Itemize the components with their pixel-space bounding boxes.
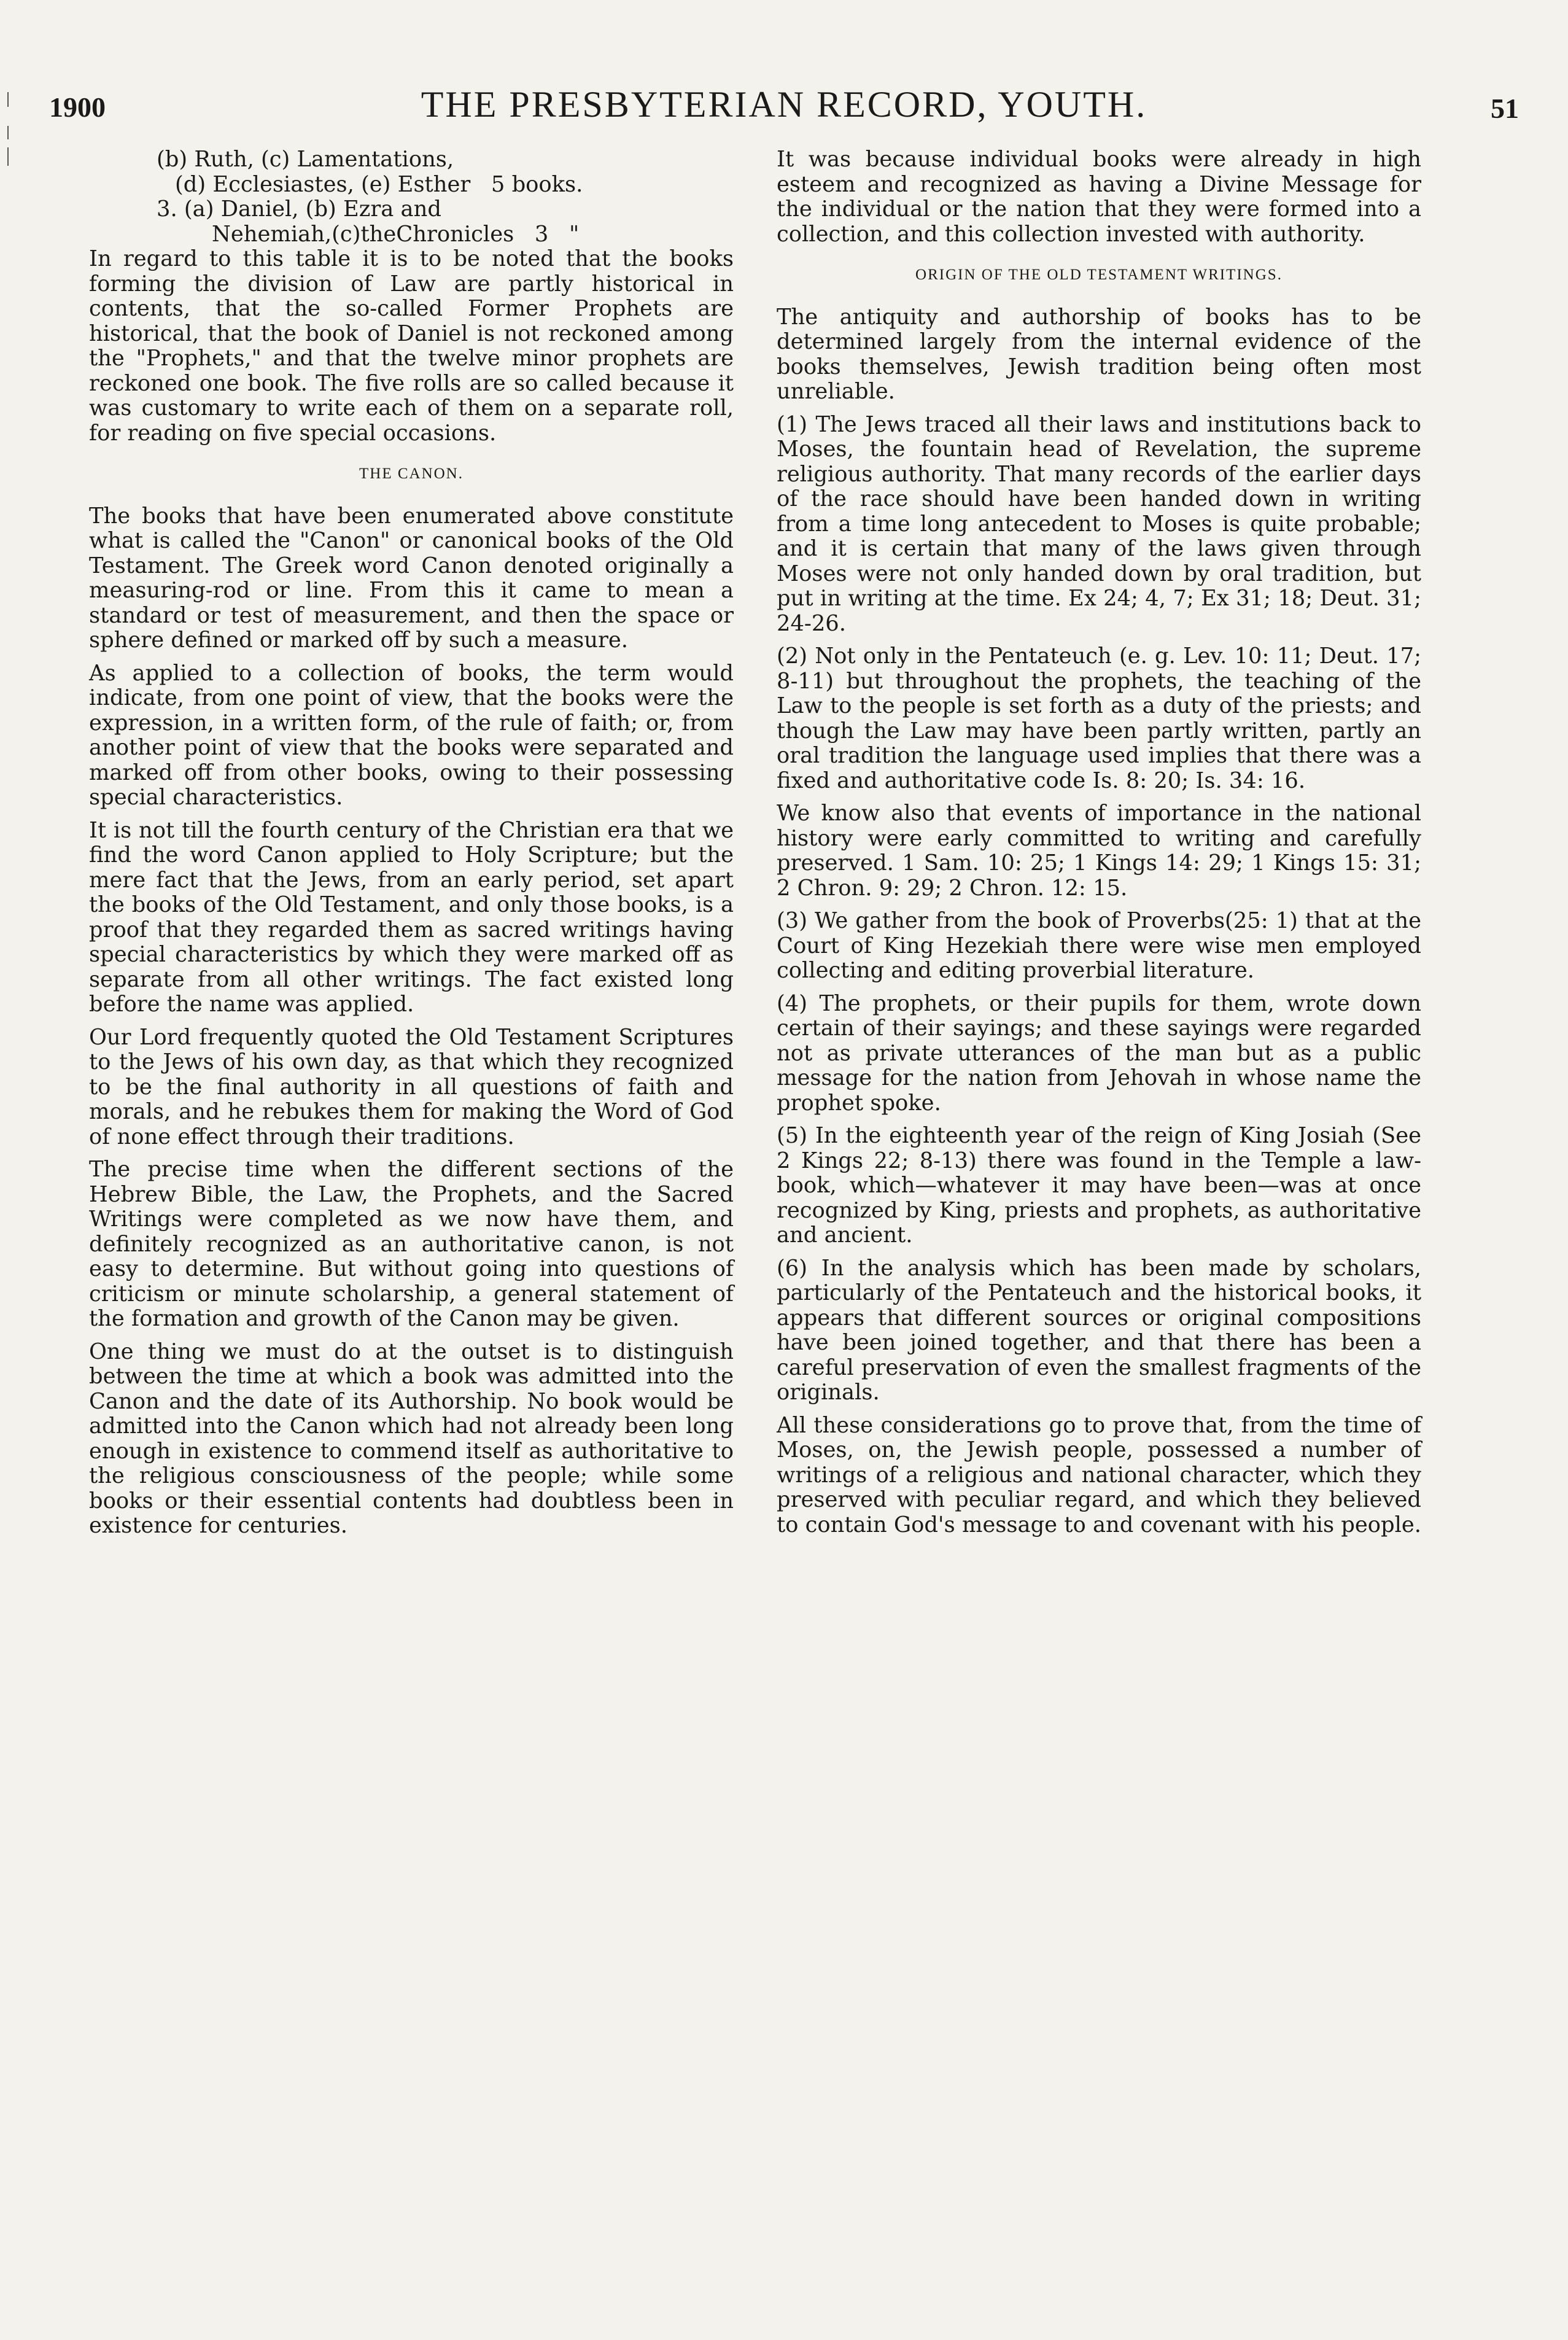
section-heading: THE CANON. xyxy=(359,465,464,482)
paragraph: One thing we must do at the outset is to distinguish between the time at which a book was admitted into the Canon and the date of its Authorship. No book would be admitted into the Canon which had not already been long enough in existence to commend itself as authoritative to the religious consciousness of the people; while some books or their essential contents had doubtless been in existence for centuries. xyxy=(89,1339,734,1538)
paragraph: The books that have been enumerated above constitute what is called the "Canon" or canonical books of the Old Testament. The Greek word Canon denoted originally a measuring-rod or line. From this it came to mean a standard or test of measurement, and then the space or sphere defined or marked off by such a measure. xyxy=(89,503,734,653)
paragraph: The precise time when the different sections of the Hebrew Bible, the Law, the Prophets, and the Sacred Writings were completed as we now have them, and definitely recognized as an authoritative canon, is not easy to determine. But without going into questions of criticism or minute scholarship, a general statement of the formation and growth of the Canon may be given. xyxy=(89,1157,734,1331)
paragraph: In regard to this table it is to be noted that the books forming the division of Law are partly historical in contents, that the so-called Former Prophets are historical, that the book of Daniel is not reckoned among the "Prophets," and that the twelve minor prophets are reckoned one book. The five rolls are so called because it was customary to write each of them on a separate roll, for reading on five special occasions. xyxy=(89,246,734,446)
paragraph: (3) We gather from the book of Proverbs(25: 1) that at the Court of King Hezekiah there were wise men employed collecting and editing proverbial literature. xyxy=(777,908,1421,983)
margin-tick xyxy=(7,126,9,139)
table-line: 3. (a) Daniel, (b) Ezra and xyxy=(157,196,441,222)
books-table xyxy=(89,147,734,247)
header-year: 1900 xyxy=(49,91,106,123)
running-header xyxy=(49,80,1519,135)
paragraph: Our Lord frequently quoted the Old Testament Scriptures to the Jews of his own day, as that which they recognized to be the final authority in all questions of faith and morals, and he rebukes them for making the Word of God of none effect through their traditions. xyxy=(89,1024,734,1149)
paragraph: (2) Not only in the Pentateuch (e. g. Lev. 10: 11; Deut. 17; 8-11) but throughout the prophets, the teaching of the Law to the people is set forth as a duty of the priests; and though the Law may have been partly written, partly an oral tradition the language used implies that there was a fixed and authoritative code Is. 8: 20; Is. 34: 16. xyxy=(777,643,1421,793)
paragraph: (6) In the analysis which has been made by scholars, particularly of the Pentateuch and the historical books, it appears that different sources or original compositions have been joined together, and that there has been a careful preservation of even the smallest fragments of the originals. xyxy=(777,1255,1421,1405)
paragraph: As applied to a collection of books, the term would indicate, from one point of view, that the books were the expression, in a written form, of the rule of faith; or, from another point of view that the books were separated and marked off from other books, owing to their possessing special characteristics. xyxy=(89,660,734,810)
paragraph: It is not till the fourth century of the Christian era that we find the word Canon applied to Holy Scripture; but the mere fact that the Jews, from an early period, set apart the books of the Old Testament, and only those books, is a proof that they regarded them as sacred writings having special characteristics by which they were marked off as separate from all other writings. The fact existed long before the name was applied. xyxy=(89,817,734,1017)
paragraph: We know also that events of importance in the national history were early committed to writing and carefully preserved. 1 Sam. 10: 25; 1 Kings 14: 29; 1 Kings 15: 31; 2 Chron. 9: 29; 2 Chron. 12: 15. xyxy=(777,801,1421,901)
right-column xyxy=(777,147,1421,2284)
margin-tick xyxy=(7,147,9,166)
paragraph: All these considerations go to prove that, from the time of Moses, on, the Jewish people, possessed a number of writings of a religious and national character, which they preserved with peculiar regard, and which they believed to contain God's message to and covenant with his people. xyxy=(777,1412,1422,1537)
header-title: THE PRESBYTERIAN RECORD, YOUTH. xyxy=(421,84,1147,125)
paragraph: (1) The Jews traced all their laws and institutions back to Moses, the fountain head of Revelation, the supreme religious authority. That many records of the earlier days of the race should have been handed down in writing from a time long antecedent to Moses is quite probable; and it is certain that many of the laws given through Moses were not only handed down by oral tradition, but put in writing at the time. Ex 24; 4, 7; Ex 31; 18; Deut. 31; 24-26. xyxy=(777,411,1421,636)
table-line: Nehemiah,(c)theChronicles 3 " xyxy=(212,221,580,247)
table-line: (b) Ruth, (c) Lamentations, xyxy=(157,147,454,172)
paragraph: It was because individual books were already in high esteem and recognized as having a Divine Message for the individual or the nation that they were formed into a collection, and this collection invested with authority. xyxy=(777,147,1421,247)
margin-tick xyxy=(7,92,9,107)
paragraph: (4) The prophets, or their pupils for them, wrote down certain of their sayings; and these sayings were regarded not as private utterances of the man but as a public message for the nation from Jehovah in whose name the prophet spoke. xyxy=(777,990,1421,1116)
paragraph: (5) In the eighteenth year of the reign of King Josiah (See 2 Kings 22; 8-13) there was found in the Temple a law-book, which—whatever it may have been—was at once recognized by King, priests and prophets, as authoritative and ancient. xyxy=(777,1123,1421,1248)
table-line: (d) Ecclesiastes, (e) Esther 5 books. xyxy=(175,171,583,197)
section-heading: ORIGIN OF THE OLD TESTAMENT WRITINGS. xyxy=(915,266,1283,283)
page-number: 51 xyxy=(1491,93,1519,124)
left-column xyxy=(89,147,734,2284)
paragraph: The antiquity and authorship of books has to be determined largely from the internal evidence of the books themselves, Jewish tradition being often most unreliable. xyxy=(777,304,1421,404)
